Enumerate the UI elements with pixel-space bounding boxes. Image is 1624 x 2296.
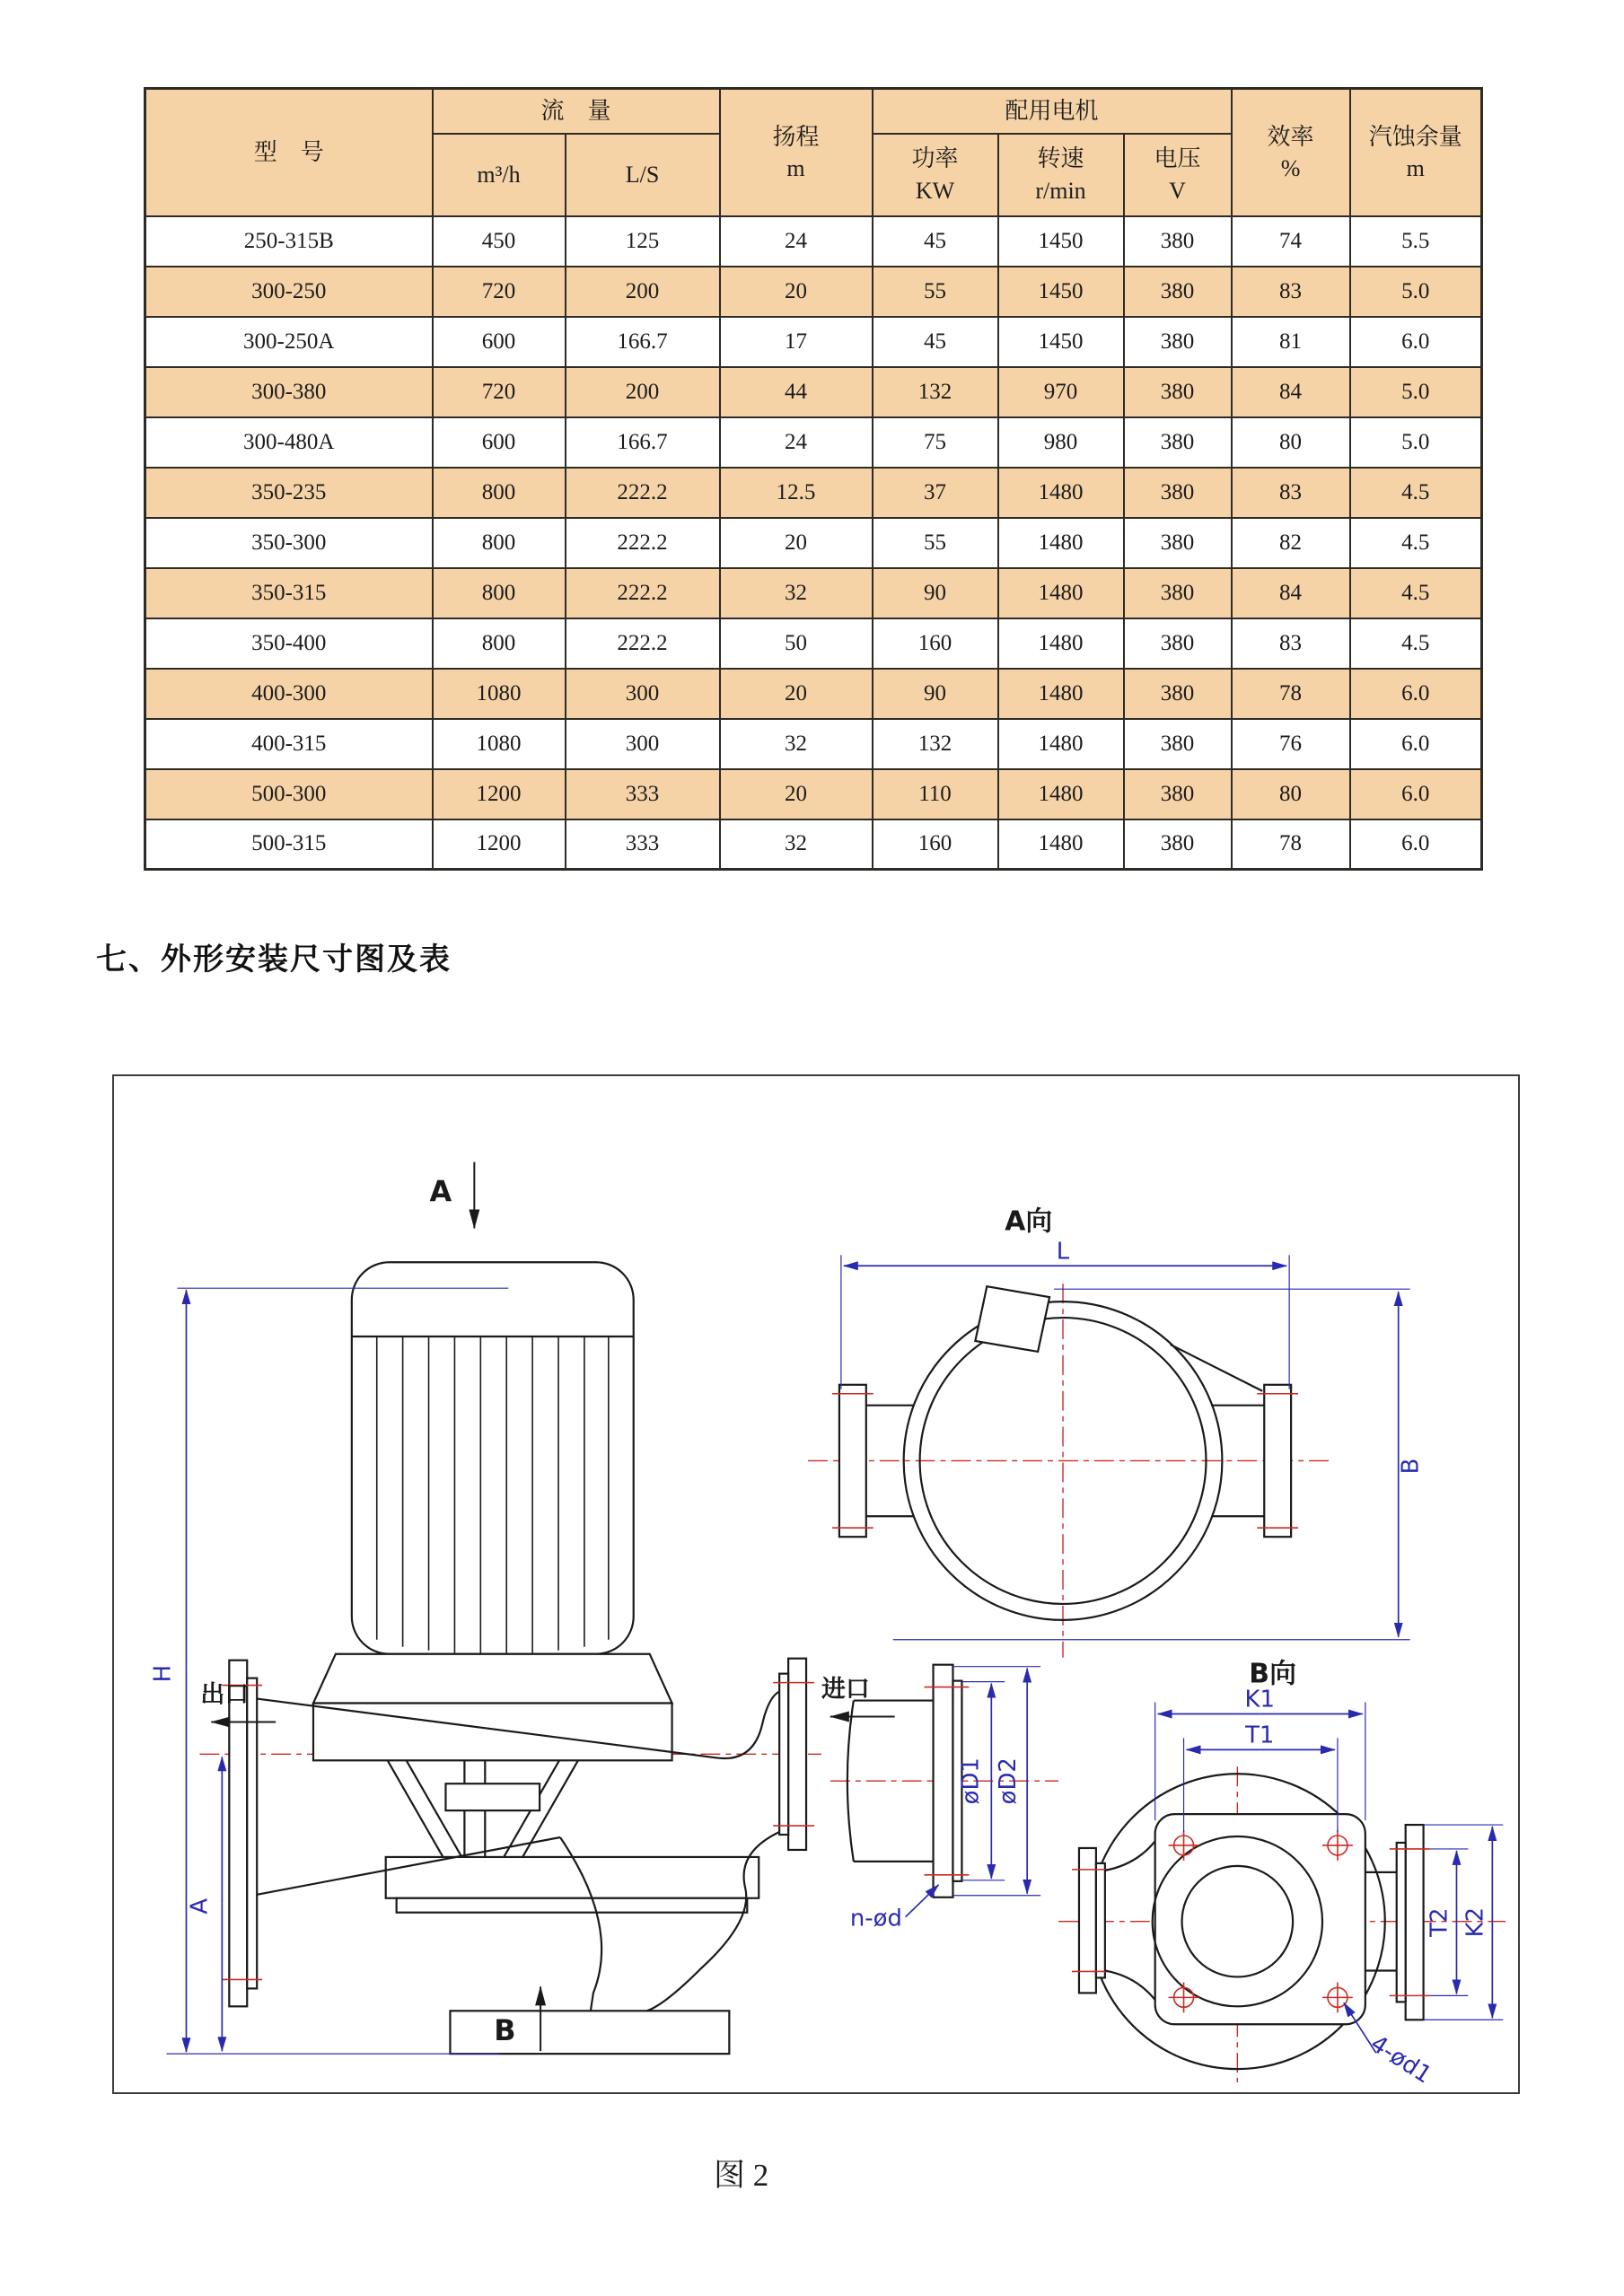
table-cell: 45 — [873, 216, 998, 267]
table-cell: 970 — [998, 367, 1124, 417]
table-cell: 333 — [566, 819, 720, 870]
col-header-motor: 配用电机 — [873, 89, 1232, 134]
col-header-power — [873, 134, 998, 216]
col-header-flow-ls: L/S — [566, 134, 720, 216]
table-cell: 1480 — [998, 468, 1124, 518]
table-cell: 160 — [873, 819, 998, 870]
dim-h-label: H — [149, 1664, 177, 1683]
motor-adapter — [313, 1654, 672, 1704]
table-cell: 5.5 — [1350, 216, 1482, 267]
table-cell: 24 — [720, 417, 873, 468]
table-cell: 380 — [1124, 618, 1232, 669]
table-cell: 50 — [720, 618, 873, 669]
pump-cover-plate — [386, 1857, 759, 1898]
table-cell: 333 — [566, 769, 720, 819]
inlet-label: 进口 — [821, 1675, 870, 1703]
table-cell: 600 — [433, 417, 566, 468]
pump-spec-table — [144, 87, 1483, 871]
table-cell: 1080 — [433, 719, 566, 769]
table-cell: 1480 — [998, 769, 1124, 819]
bolt-count-label: n-ød — [849, 1905, 902, 1932]
table-cell: 5.0 — [1350, 367, 1482, 417]
dim-b-label: B — [1397, 1458, 1425, 1475]
table-cell: 132 — [873, 367, 998, 417]
table-cell: 166.7 — [566, 317, 720, 367]
table-cell: 110 — [873, 769, 998, 819]
flange-plate — [934, 1665, 953, 1897]
head-unit: m — [786, 154, 805, 181]
dim-t2-label: T2 — [1426, 1907, 1453, 1937]
table-cell: 380 — [1124, 568, 1232, 618]
table-cell: 55 — [873, 518, 998, 568]
table-cell: 1480 — [998, 618, 1124, 669]
table-cell: 6.0 — [1350, 769, 1482, 819]
table-header — [145, 89, 1482, 216]
table-cell: 720 — [433, 367, 566, 417]
table-cell: 380 — [1124, 317, 1232, 367]
table-cell: 300 — [566, 719, 720, 769]
motor-body — [352, 1262, 634, 1653]
table-row — [145, 417, 1482, 468]
section-b-label: B — [494, 2013, 516, 2048]
table-cell: 84 — [1232, 568, 1350, 618]
table-cell: 166.7 — [566, 417, 720, 468]
table-cell: 1480 — [998, 568, 1124, 618]
table-cell: 300 — [566, 669, 720, 719]
table-cell: 222.2 — [566, 518, 720, 568]
table-cell: 1450 — [998, 267, 1124, 317]
table-cell: 1200 — [433, 769, 566, 819]
npsh-unit: m — [1406, 154, 1425, 181]
table-cell: 222.2 — [566, 468, 720, 518]
view-b-right-flange — [1365, 1825, 1430, 2020]
table-cell: 380 — [1124, 468, 1232, 518]
bolt-leader — [906, 1885, 939, 1917]
table-cell: 222.2 — [566, 618, 720, 669]
table-cell: 82 — [1232, 518, 1350, 568]
table-cell: 800 — [433, 518, 566, 568]
table-row — [145, 267, 1482, 317]
table-cell: 720 — [433, 267, 566, 317]
figure-caption: 图 2 — [714, 2158, 769, 2193]
outlet-flange — [222, 1661, 262, 2007]
table-row — [145, 468, 1482, 518]
speed-label: 转速 — [1037, 145, 1084, 172]
table-cell: 1080 — [433, 669, 566, 719]
dim-l-label: L — [1056, 1238, 1070, 1266]
table-cell: 1450 — [998, 317, 1124, 367]
table-cell: 80 — [1232, 769, 1350, 819]
section-heading: 七、外形安装尺寸图及表 — [96, 942, 452, 977]
table-cell: 350-400 — [145, 618, 433, 669]
table-cell: 200 — [566, 267, 720, 317]
col-header-npsh — [1350, 89, 1482, 216]
table-row — [145, 618, 1482, 669]
table-cell: 81 — [1232, 317, 1350, 367]
table-cell: 90 — [873, 669, 998, 719]
table-cell: 1480 — [998, 719, 1124, 769]
table-cell: 78 — [1232, 669, 1350, 719]
table-cell: 20 — [720, 769, 873, 819]
table-cell: 20 — [720, 669, 873, 719]
table-cell: 500-315 — [145, 819, 433, 870]
table-cell: 4.5 — [1350, 518, 1482, 568]
installation-drawing — [112, 1074, 1520, 2094]
table-cell: 400-315 — [145, 719, 433, 769]
view-a-right-flange — [1171, 1345, 1298, 1537]
table-cell: 600 — [433, 317, 566, 367]
dim-d1-label: øD1 — [957, 1757, 985, 1805]
table-cell: 4.5 — [1350, 468, 1482, 518]
table-cell: 45 — [873, 317, 998, 367]
table-cell: 132 — [873, 719, 998, 769]
table-cell: 1450 — [998, 216, 1124, 267]
table-cell: 20 — [720, 267, 873, 317]
efficiency-label: 效率 — [1267, 123, 1314, 150]
table-cell: 200 — [566, 367, 720, 417]
table-cell: 5.0 — [1350, 417, 1482, 468]
table-cell: 350-300 — [145, 518, 433, 568]
table-row — [145, 317, 1482, 367]
table-cell: 75 — [873, 417, 998, 468]
pump-outline-drawing — [114, 1076, 1518, 2092]
table-cell: 44 — [720, 367, 873, 417]
table-row — [145, 568, 1482, 618]
dim-a — [186, 1757, 222, 2051]
voltage-label: 电压 — [1154, 145, 1201, 172]
motor-stool — [313, 1704, 672, 1761]
table-cell: 90 — [873, 568, 998, 618]
speed-unit: r/min — [1035, 177, 1086, 204]
col-header-model: 型 号 — [145, 89, 433, 216]
npsh-label: 汽蚀余量 — [1368, 123, 1462, 150]
section-a-label: A — [429, 1174, 452, 1209]
table-cell: 84 — [1232, 367, 1350, 417]
table-row — [145, 719, 1482, 769]
table-cell: 160 — [873, 618, 998, 669]
view-a-title: A向 — [1005, 1205, 1053, 1238]
table-cell: 300-250A — [145, 317, 433, 367]
col-header-efficiency — [1232, 89, 1350, 216]
flange-detail — [830, 1665, 1058, 1932]
table-cell: 380 — [1124, 669, 1232, 719]
table-cell: 380 — [1124, 267, 1232, 317]
view-a — [808, 1205, 1425, 1657]
table-cell: 6.0 — [1350, 819, 1482, 870]
table-row — [145, 367, 1482, 417]
table-cell: 17 — [720, 317, 873, 367]
table-cell: 76 — [1232, 719, 1350, 769]
table-cell: 24 — [720, 216, 873, 267]
table-cell: 380 — [1124, 216, 1232, 267]
table-cell: 380 — [1124, 417, 1232, 468]
table-cell: 350-235 — [145, 468, 433, 518]
table-cell: 80 — [1232, 417, 1350, 468]
power-label: 功率 — [911, 145, 959, 172]
table-cell: 222.2 — [566, 568, 720, 618]
col-header-flow-m3h: m³/h — [433, 134, 566, 216]
col-header-speed — [998, 134, 1124, 216]
view-b-title: B向 — [1249, 1658, 1296, 1690]
pump-cover-plate-2 — [397, 1898, 748, 1913]
head-label: 扬程 — [772, 123, 820, 150]
table-row — [145, 769, 1482, 819]
table-cell: 380 — [1124, 367, 1232, 417]
dim-l — [841, 1238, 1289, 1389]
table-cell: 500-300 — [145, 769, 433, 819]
table-cell: 380 — [1124, 769, 1232, 819]
dim-k1-label: K1 — [1244, 1686, 1275, 1713]
table-cell: 1480 — [998, 819, 1124, 870]
dim-t1-label: T1 — [1245, 1722, 1275, 1749]
outlet-label: 出口 — [200, 1680, 250, 1708]
table-row — [145, 518, 1482, 568]
front-view — [150, 1162, 895, 2054]
table-cell: 6.0 — [1350, 719, 1482, 769]
table-cell: 380 — [1124, 819, 1232, 870]
view-b-left-flange — [1072, 1829, 1163, 2011]
table-cell: 1480 — [998, 669, 1124, 719]
table-cell: 400-300 — [145, 669, 433, 719]
table-cell: 74 — [1232, 216, 1350, 267]
table-cell: 300-380 — [145, 367, 433, 417]
table-cell: 380 — [1124, 518, 1232, 568]
table-cell: 83 — [1232, 267, 1350, 317]
col-header-head — [720, 89, 873, 216]
table-cell: 450 — [433, 216, 566, 267]
pump-base — [450, 2011, 729, 2054]
table-cell: 83 — [1232, 468, 1350, 518]
table-cell: 20 — [720, 518, 873, 568]
table-row — [145, 669, 1482, 719]
table-row — [145, 819, 1482, 870]
view-b — [1058, 1659, 1505, 2090]
table-cell: 800 — [433, 618, 566, 669]
terminal-box — [975, 1286, 1049, 1352]
efficiency-unit: % — [1280, 154, 1301, 181]
table-cell: 37 — [873, 468, 998, 518]
bolt-4-label: 4-ød1 — [1365, 2029, 1436, 2090]
table-cell: 1200 — [433, 819, 566, 870]
table-cell: 12.5 — [720, 468, 873, 518]
table-cell: 125 — [566, 216, 720, 267]
table-cell: 300-480A — [145, 417, 433, 468]
table-cell: 32 — [720, 568, 873, 618]
table-cell: 55 — [873, 267, 998, 317]
col-header-flow: 流 量 — [433, 89, 720, 134]
table-cell: 250-315B — [145, 216, 433, 267]
table-cell: 5.0 — [1350, 267, 1482, 317]
power-unit: KW — [915, 177, 955, 204]
table-cell: 980 — [998, 417, 1124, 468]
shaft-coupling — [445, 1783, 540, 1810]
table-cell: 32 — [720, 719, 873, 769]
voltage-unit: V — [1169, 177, 1186, 204]
col-header-voltage — [1124, 134, 1232, 216]
dim-k2-label: K2 — [1462, 1906, 1489, 1938]
table-cell: 78 — [1232, 819, 1350, 870]
table-body — [145, 216, 1482, 870]
dim-k1 — [1155, 1687, 1365, 1821]
table-cell: 4.5 — [1350, 618, 1482, 669]
table-cell: 4.5 — [1350, 568, 1482, 618]
table-cell: 800 — [433, 568, 566, 618]
table-cell: 1480 — [998, 518, 1124, 568]
table-cell: 380 — [1124, 719, 1232, 769]
table-cell: 6.0 — [1350, 317, 1482, 367]
table-cell: 800 — [433, 468, 566, 518]
dim-d2-label: øD2 — [995, 1757, 1023, 1805]
table-cell: 6.0 — [1350, 669, 1482, 719]
table-cell: 83 — [1232, 618, 1350, 669]
table-cell: 300-250 — [145, 267, 433, 317]
table-cell: 32 — [720, 819, 873, 870]
table-cell: 350-315 — [145, 568, 433, 618]
dim-a-label: A — [186, 1897, 214, 1915]
table-row — [145, 216, 1482, 267]
